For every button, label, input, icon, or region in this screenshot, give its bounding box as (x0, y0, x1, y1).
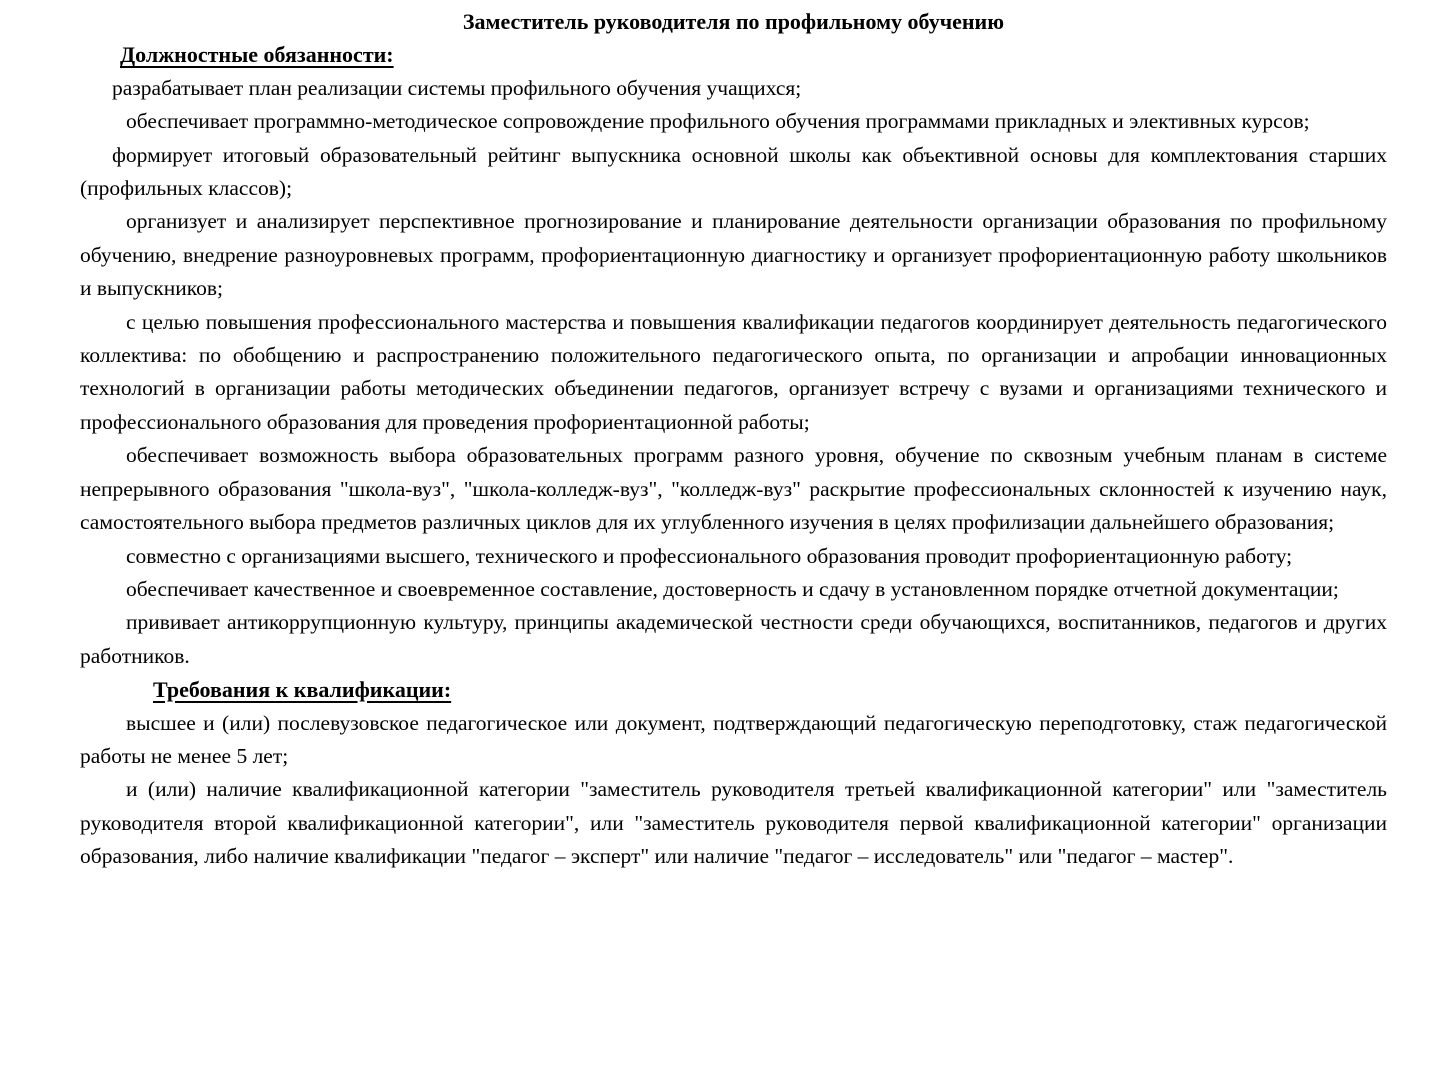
section-heading-qualifications-text: Требования к квалификации: (153, 677, 452, 703)
duty-paragraph-8: обеспечивает качественное и своевременное составление, достоверность и сдачу в установленном порядке отчетной документации; (126, 576, 1339, 601)
qualification-paragraph-2: и (или) наличие квалификационной категории "заместитель руководителя третьей квалификационной категории" или "заместитель руководителя второй квалификационной категории", или "заместитель руководителя первой квалификационной категории" организации образования, либо наличие квалификации "педагог – эксперт" или наличие "педагог – исследователь" или "педагог – мастер". (80, 777, 1387, 869)
duty-paragraph-7: совместно с организациями высшего, технического и профессионального образования проводит профориентационную работу; (126, 543, 1293, 568)
document-title: Заместитель руководителя по профильному обучению (462, 9, 1005, 34)
duty-paragraph-2: обеспечивает программно-методическое сопровождение профильного обучения программами прикладных и элективных курсов; (126, 109, 1310, 134)
duty-paragraph-4: организует и анализирует перспективное прогнозирование и планирование деятельности организации образования по профильному обучению, внедрение разноуровневых программ, профориентационную диагностику и организует профориентационную работу школьников и выпускников; (80, 209, 1387, 301)
duty-paragraph-9: прививает антикоррупционную культуру, принципы академической честности среди обучающихся, воспитанников, педагогов и других работников. (80, 610, 1387, 668)
qualification-paragraph-1: высшее и (или) послевузовское педагогическое или документ, подтверждающий педагогическую переподготовку, стаж педагогической работы не менее 5 лет; (80, 710, 1387, 768)
duty-paragraph-1: разрабатывает план реализации системы профильного обучения учащихся; (112, 75, 802, 100)
duty-paragraph-5: с целью повышения профессионального мастерства и повышения квалификации педагогов координирует деятельность педагогического коллектива: по обобщению и распространению положительного педагогического опыта, по организации и апробации инновационных технологий в организации работы методических объединении педагогов, организует встречу с вузами и организациями технического и профессионального образования для проведения профориентационной работы; (80, 309, 1387, 434)
section-heading-duties (80, 38, 1387, 71)
section-heading-duties-text: Должностные обязанности: (120, 42, 394, 68)
duty-paragraph-6: обеспечивает возможность выбора образовательных программ разного уровня, обучение по сквозным учебным планам в системе непрерывного образования "школа-вуз", "школа-колледж-вуз", "колледж-вуз" раскрытие профессиональных склонностей к изучению наук, самостоятельного выбора предметов различных циклов для их углубленного изучения в целях профилизации дальнейшего образования; (80, 443, 1387, 535)
duty-paragraph-3: формирует итоговый образовательный рейтинг выпускника основной школы как объективной основы для комплектования старших (профильных классов); (80, 142, 1387, 201)
section-heading-qualifications (80, 673, 1387, 706)
